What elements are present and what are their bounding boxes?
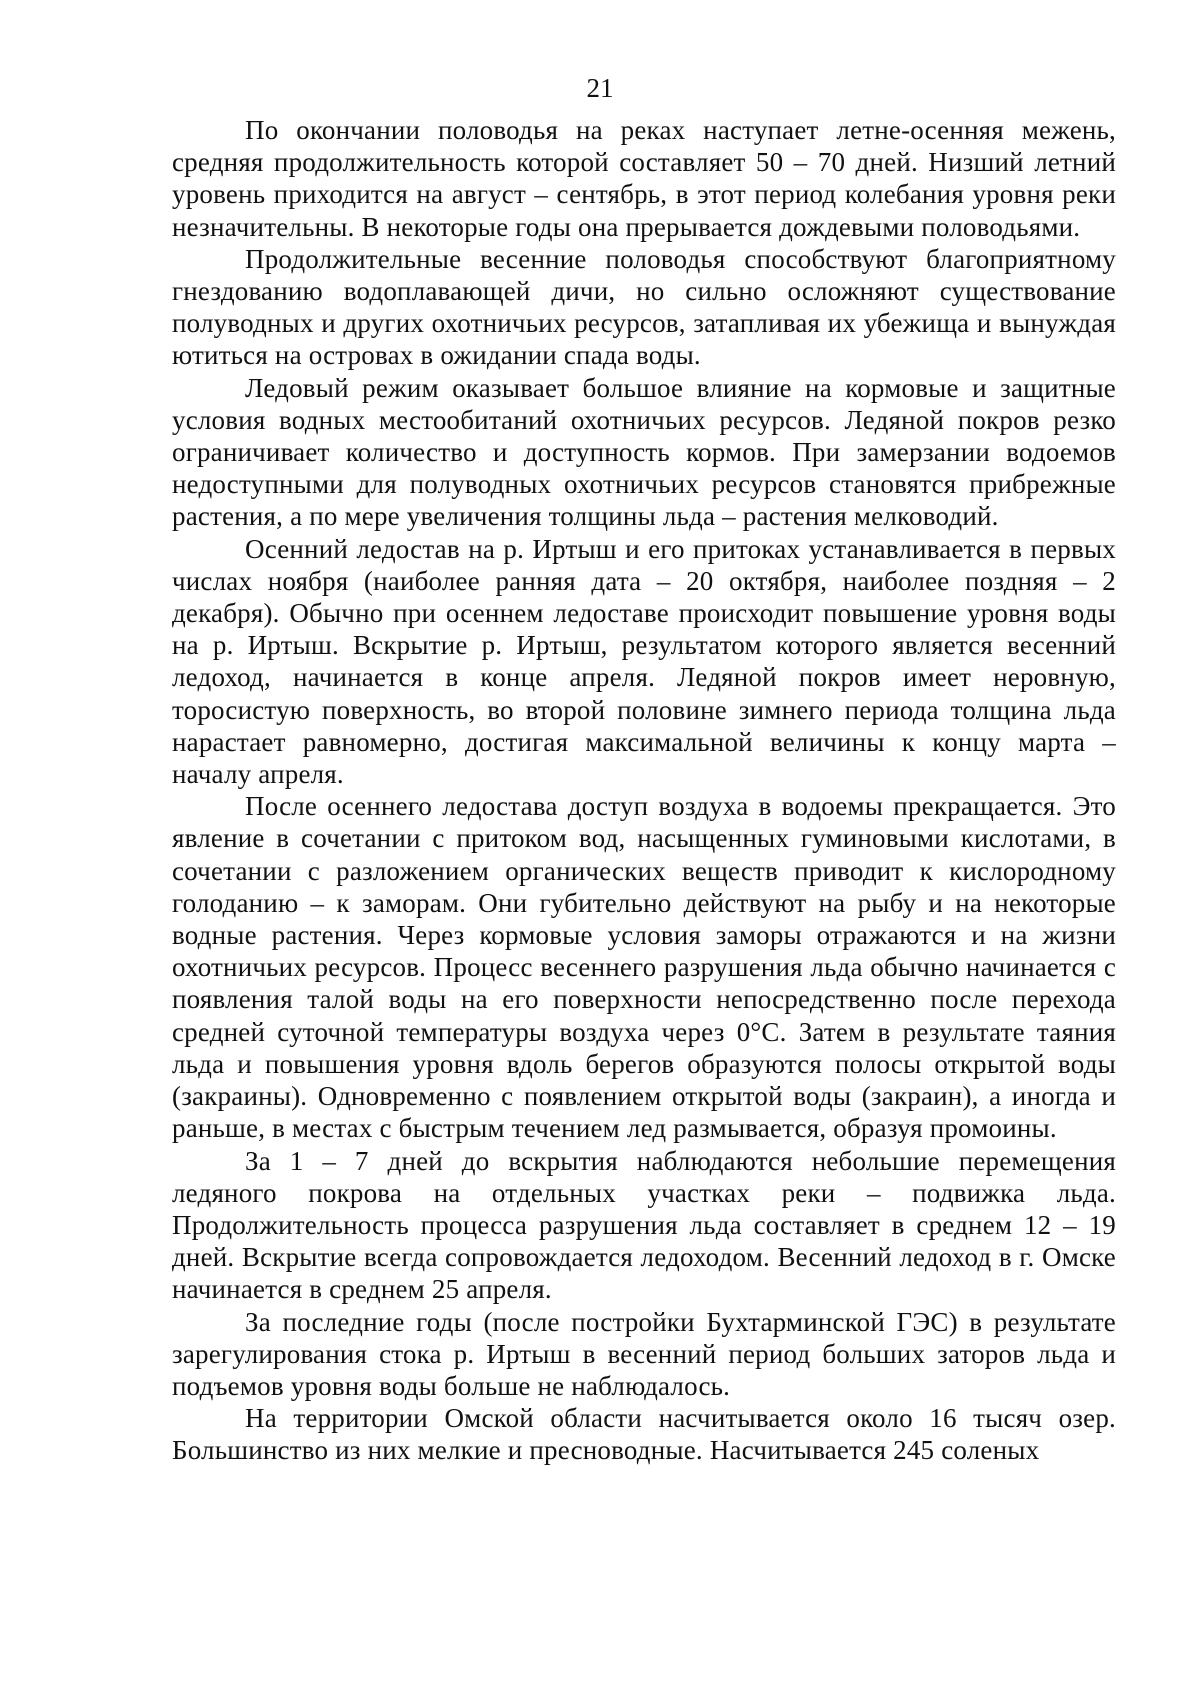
paragraph-autumn-freeze: Осенний ледостав на р. Иртыш и его притоках устанавливается в первых числах ноября (наиболее ранняя дата – 20 октября, наиболее поздняя – 2 декабря). Обычно при осеннем ледоставе происходит повышение уровня воды на р. Иртыш. Вскрытие р. Иртыш, результатом которого является весенний ледоход, начинается в конце апреля. Ледяной покров имеет неровную, торосистую поверхность, во второй половине зимнего периода толщина льда нарастает равномерно, достигая максимальной величины к концу марта – началу апреля.: [172, 533, 1116, 790]
document-body: [172, 114, 1116, 1467]
paragraph-low-water: По окончании половодья на реках наступает летне-осенняя межень, средняя продолжительность которой составляет 50 – 70 дней. Низший летний уровень приходится на август – сентябрь, в этот период колебания уровня реки незначительны. В некоторые годы она прерывается дождевыми половодьями.: [172, 115, 1116, 242]
paragraph-lakes: На территории Омской области насчитывается около 16 тысяч озер. Большинство из них мелкие и пресноводные. Насчитывается 245 соленых: [172, 1403, 1116, 1466]
page-number: 21: [586, 73, 614, 103]
paragraph-winter-kill: После осеннего ледостава доступ воздуха в водоемы прекращается. Это явление в сочетании с притоком вод, насыщенных гуминовыми кислотами, в сочетании с разложением органических веществ приводит к кислородному голоданию – к заморам. Они губительно действуют на рыбу и на некоторые водные растения. Через кормовые условия заморы отражаются и на жизни охотничьих ресурсов. Процесс весеннего разрушения льда обычно начинается с появления талой воды на его поверхности непосредственно после перехода средней суточной температуры воздуха через 0°C. Затем в результате таяния льда и повышения уровня вдоль берегов образуются полосы открытой воды (закраины). Одновременно с появлением открытой воды (закраин), а иногда и раньше, в местах с быстрым течением лед размывается, образуя промоины.: [172, 791, 1116, 1144]
paragraph-regulation: За последние годы (после постройки Бухтарминской ГЭС) в результате зарегулирования стока р. Иртыш в весенний период больших заторов льда и подъемов уровня воды больше не наблюдалось.: [172, 1306, 1116, 1401]
paragraph-ice-regime: Ледовый режим оказывает большое влияние на кормовые и защитные условия водных местообитаний охотничьих ресурсов. Ледяной покров резко ограничивает количество и доступность кормов. При замерзании водоемов недоступными для полуводных охотничьих ресурсов становятся прибрежные растения, а по мере увеличения толщины льда – растения мелководий.: [172, 372, 1116, 532]
paragraph-spring-floods: Продолжительные весенние половодья способствуют благоприятному гнездованию водоплавающей дичи, но сильно осложняют существование полуводных и других охотничьих ресурсов, затапливая их убежища и вынуждая ютиться на островах в ожидании спада воды.: [172, 243, 1116, 371]
paragraph-ice-break: За 1 – 7 дней до вскрытия наблюдаются небольшие перемещения ледяного покрова на отдельных участках реки – подвижка льда. Продолжительность процесса разрушения льда составляет в среднем 12 – 19 дней. Вскрытие всегда сопровождается ледоходом. Весенний ледоход в г. Омске начинается в среднем 25 апреля.: [172, 1145, 1116, 1305]
